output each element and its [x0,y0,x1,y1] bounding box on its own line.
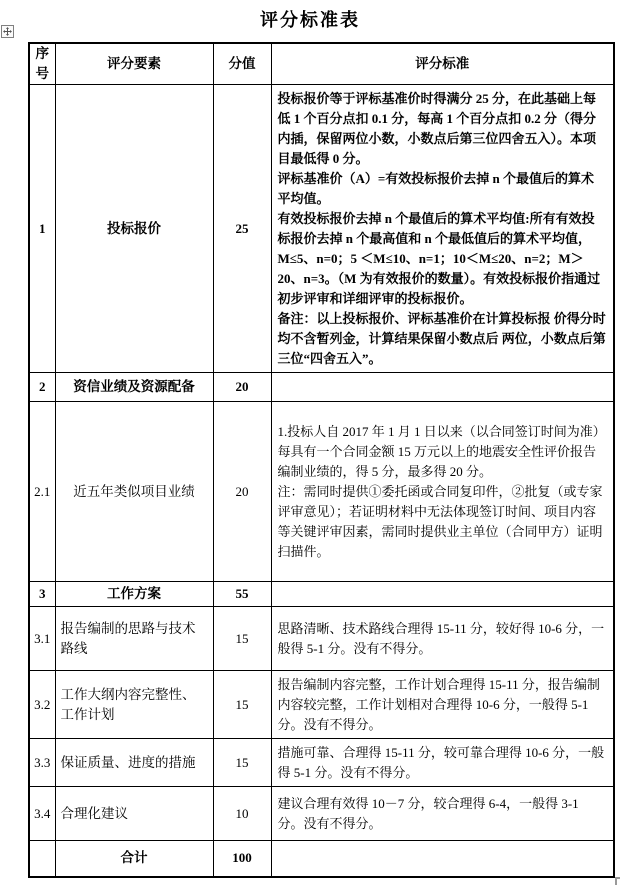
table-row [29,739,614,787]
cell-row-number: 1 [29,85,55,373]
table-row [29,841,614,877]
cell-element: 合计 [55,841,213,877]
scoring-criteria-table [28,42,615,878]
criteria-text: 注：需同时提供①委托函或合同复印件，②批复（或专家评审意见）；若证明材料中无法体现签订时间、项目内容等关键评审因素，需同时提供业主单位（合同甲方）证明扫描件。 [277,483,603,559]
cell-criteria [271,85,614,373]
cell-criteria [271,402,614,582]
page-title: 评分标准表 [260,10,360,30]
cell-element: 工作方案 [55,582,213,607]
cell-element: 工作大纲内容完整性、工作计划 [55,671,213,739]
criteria-paragraph [278,743,608,783]
criteria-text: 评标基准价（A）=有效投标报价去掉 n 个最值后的算术平均值。 [277,170,595,206]
cell-row-number: 3.3 [29,739,55,787]
table-row [29,582,614,607]
cell-criteria [271,582,614,607]
cell-score: 10 [213,787,271,841]
cell-criteria [271,607,614,671]
cell-score: 20 [213,373,271,402]
criteria-paragraph [278,794,608,834]
cell-row-number: 3.2 [29,671,55,739]
criteria-paragraph [278,422,608,482]
header-cell-element: 评分要素 [55,43,213,85]
criteria-text-bold: 有效投标报价去掉 n 个最值后的算术平均值: [277,210,530,226]
criteria-paragraph [278,209,608,309]
table-move-handle[interactable] [1,25,14,38]
criteria-paragraph [278,89,608,169]
criteria-text: 1.投标人自 2017 年 1 月 1 日以来（以合同签订时间为准）每具有一个合同金额 15 万元以上的地震安全性评价报告编制业绩的，得 5 分，最多得 20 分。 [277,423,606,479]
cell-element: 保证质量、进度的措施 [55,739,213,787]
cell-score: 15 [213,739,271,787]
cell-element: 资信业绩及资源配备 [55,373,213,402]
criteria-paragraph [278,482,608,562]
criteria-text: 投标报价等于评标基准价时得满分 25 分，在此基础上每低 1 个百分点扣 0.1 分，每高 1 个百分点扣 0.2 分（得分内插，保留两位小数，小数点后第三位四舍五入）。本项目最低得 0 分。 [277,90,597,166]
header-cell-criteria: 评分标准 [271,43,614,85]
move-cross-icon [3,23,12,41]
criteria-text: 思路清晰、技术路线合理得 15-11 分，较好得 10-6 分，一般得 5-1 分。没有不得分。 [277,620,605,656]
header-cell-score: 分值 [213,43,271,85]
cell-element: 近五年类似项目业绩 [55,402,213,582]
cell-score: 15 [213,607,271,671]
criteria-text: 措施可靠、合理得 15-11 分，较可靠合理得 10-6 分，一般得 5-1 分。没有不得分。 [277,744,605,780]
cell-row-number: 3.4 [29,787,55,841]
cell-row-number: 2 [29,373,55,402]
criteria-text: 备注：以上投标报价、评标基准价在计算投标报 价得分时均不含暂列金，计算结果保留小数点后 两位，小数点后第三位“四舍五入”。 [277,310,606,366]
cell-score: 20 [213,402,271,582]
cell-score: 15 [213,671,271,739]
cell-element: 报告编制的思路与技术路线 [55,607,213,671]
cell-row-number [29,841,55,877]
criteria-paragraph [278,169,608,209]
table-row [29,373,614,402]
cell-score: 100 [213,841,271,877]
criteria-text: 建议合理有效得 10－7 分，较合理得 6-4，一般得 3-1 分。没有不得分。 [277,795,579,831]
cell-score: 55 [213,582,271,607]
cell-element: 合理化建议 [55,787,213,841]
table-body [29,85,614,877]
criteria-text: 所有有效投标报价去掉 n 个最高值和 n 个最低值后的算术平均值，M≤5、n=0；5 ＜M≤10、n=1；10＜M≤20、n=2；M＞20、n=3。（M 为有效报价的数量）。有效投标报价指通过初步评审和详细评审的投标报价。 [277,210,601,306]
cell-criteria [271,787,614,841]
table-row [29,607,614,671]
table-header-row [29,43,614,85]
cell-criteria [271,671,614,739]
cell-criteria [271,373,614,402]
cell-score: 25 [213,85,271,373]
cell-criteria [271,739,614,787]
criteria-paragraph [278,675,608,735]
criteria-paragraph [278,309,608,369]
table-row [29,671,614,739]
cell-criteria [271,841,614,877]
cell-row-number: 2.1 [29,402,55,582]
table-row [29,85,614,373]
header-cell-no: 序号 [29,43,55,85]
criteria-paragraph [278,619,608,659]
cell-row-number: 3 [29,582,55,607]
criteria-text: 报告编制内容完整，工作计划合理得 15-11 分，报告编制内容较完整，工作计划相对合理得 10-6 分，一般得 5-1 分。没有不得分。 [277,676,600,732]
cell-row-number: 3.1 [29,607,55,671]
table-row [29,787,614,841]
cell-element: 投标报价 [55,85,213,373]
table-row [29,402,614,582]
